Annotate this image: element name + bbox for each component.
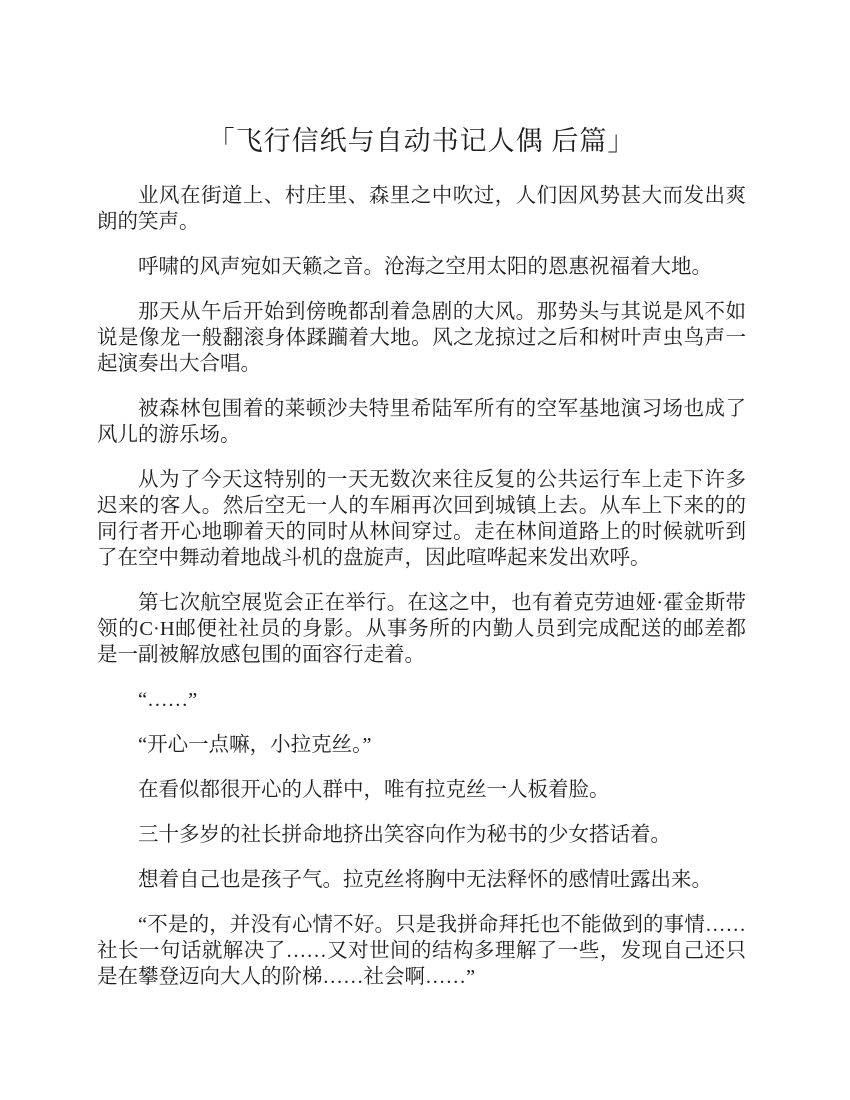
- paragraph: 想着自己也是孩子气。拉克丝将胸中无法释怀的感情吐露出来。: [138, 869, 712, 891]
- page-title: 「飞行信纸与自动书记人偶 后篇」: [207, 126, 636, 156]
- paragraph: 第七次航空展览会正在举行。在这之中，也有着克劳迪娅·霍金斯带领的C·H邮便社社员的身影。从事务所的内勤人员到完成配送的邮差都是一副被解放感包围的面容行走着。: [97, 592, 746, 666]
- paragraph: 业风在街道上、村庄里、森里之中吹过，人们因风势甚大而发出爽朗的笑声。: [97, 185, 746, 233]
- paragraph: 从为了今天这特别的一天无数次来往反复的公共运行车上走下许多迟来的客人。然后空无一人的车厢再次回到城镇上去。从车上下来的的同行者开心地聊着天的同时从林间穿过。走在林间道路上的时候就听到了在空中舞动着地战斗机的盘旋声，因此喧哗起来发出欢呼。: [97, 469, 746, 569]
- paragraph-dialogue: “开心一点嘛，小拉克丝。”: [138, 734, 372, 756]
- paragraph: 被森林包围着的莱顿沙夫特里希陆军所有的空军基地演习场也成了风儿的游乐场。: [97, 398, 746, 446]
- paragraph: 三十多岁的社长拼命地挤出笑容向作为秘书的少女搭话着。: [138, 824, 671, 846]
- paragraph: 呼啸的风声宛如天籁之音。沧海之空用太阳的恩惠祝福着大地。: [138, 256, 712, 278]
- document-body: [97, 183, 746, 990]
- paragraph-dialogue: “不是的，并没有心情不好。只是我拼命拜托也不能做到的事情……社长一句话就解决了……又对世间的结构多理解了一些，发现自己还只是在攀登迈向大人的阶梯……社会啊……”: [97, 914, 746, 988]
- paragraph: 在看似都很开心的人群中，唯有拉克丝一人板着脸。: [138, 779, 610, 801]
- paragraph-dialogue: “……”: [138, 689, 198, 711]
- paragraph: 那天从午后开始到傍晚都刮着急剧的大风。那势头与其说是风不如说是像龙一般翻滚身体蹂躏着大地。风之龙掠过之后和树叶声虫鸟声一起演奏出大合唱。: [97, 301, 746, 375]
